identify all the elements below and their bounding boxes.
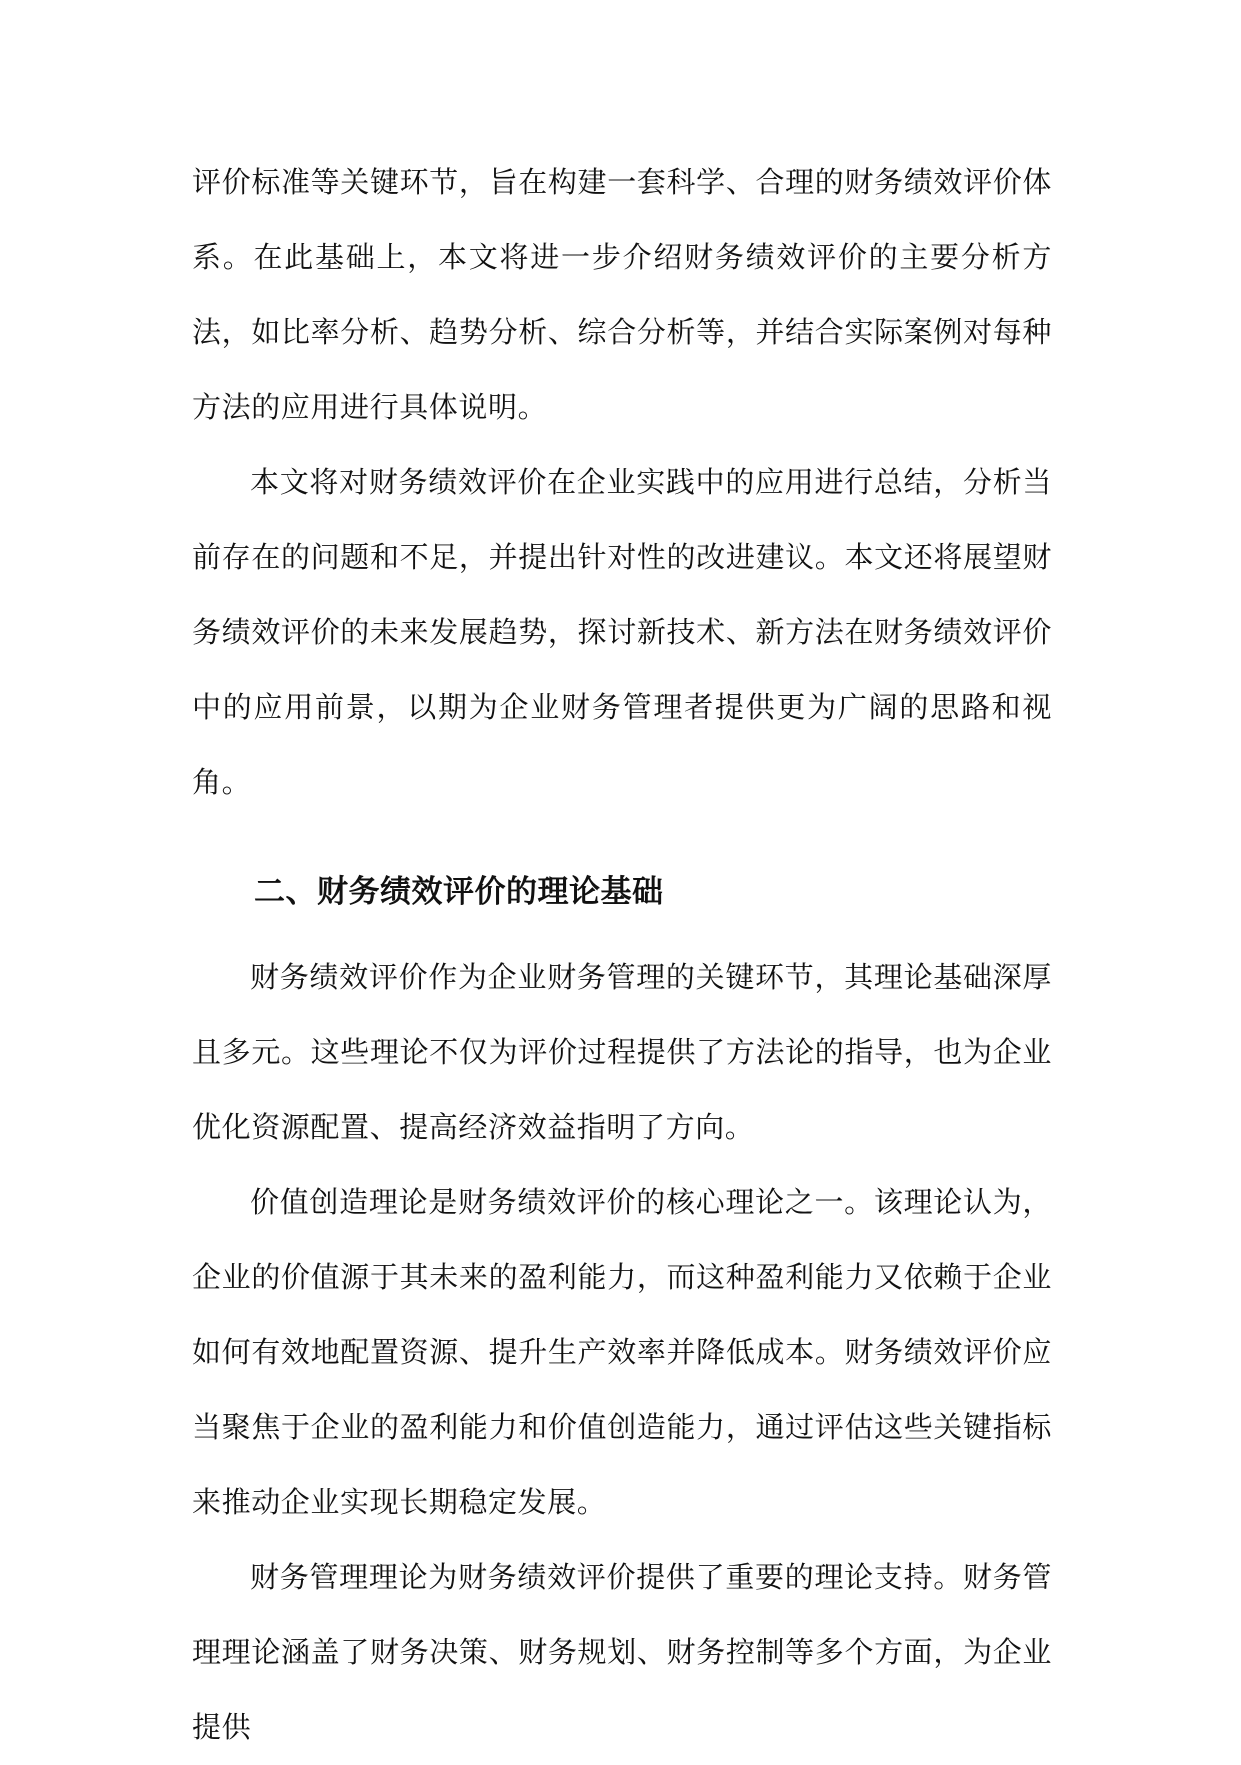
- paragraph-summary: 本文将对财务绩效评价在企业实践中的应用进行总结，分析当前存在的问题和不足，并提出针对性的改进建议。本文还将展望财务绩效评价的未来发展趋势，探讨新技术、新方法在财务绩效评价中的应用前景，以期为企业财务管理者提供更为广阔的思路和视角。: [192, 465, 1052, 799]
- paragraph-value-creation: 价值创造理论是财务绩效评价的核心理论之一。该理论认为，企业的价值源于其未来的盈利能力，而这种盈利能力又依赖于企业如何有效地配置资源、提升生产效率并降低成本。财务绩效评价应当聚焦于企业的盈利能力和价值创造能力，通过评估这些关键指标来推动企业实现长期稳定发展。: [192, 1185, 1052, 1519]
- paragraph-continuation: 评价标准等关键环节，旨在构建一套科学、合理的财务绩效评价体系。在此基础上，本文将进一步介绍财务绩效评价的主要分析方法，如比率分析、趋势分析、综合分析等，并结合实际案例对每种方法的应用进行具体说明。: [192, 165, 1052, 424]
- document-body: [192, 145, 1052, 1765]
- paragraph-financial-management: 财务管理理论为财务绩效评价提供了重要的理论支持。财务管理理论涵盖了财务决策、财务规划、财务控制等多个方面，为企业提供: [192, 1560, 1052, 1744]
- section-heading: 二、财务绩效评价的理论基础: [254, 874, 664, 910]
- paragraph-theory-intro: 财务绩效评价作为企业财务管理的关键环节，其理论基础深厚且多元。这些理论不仅为评价过程提供了方法论的指导，也为企业优化资源配置、提高经济效益指明了方向。: [192, 960, 1052, 1144]
